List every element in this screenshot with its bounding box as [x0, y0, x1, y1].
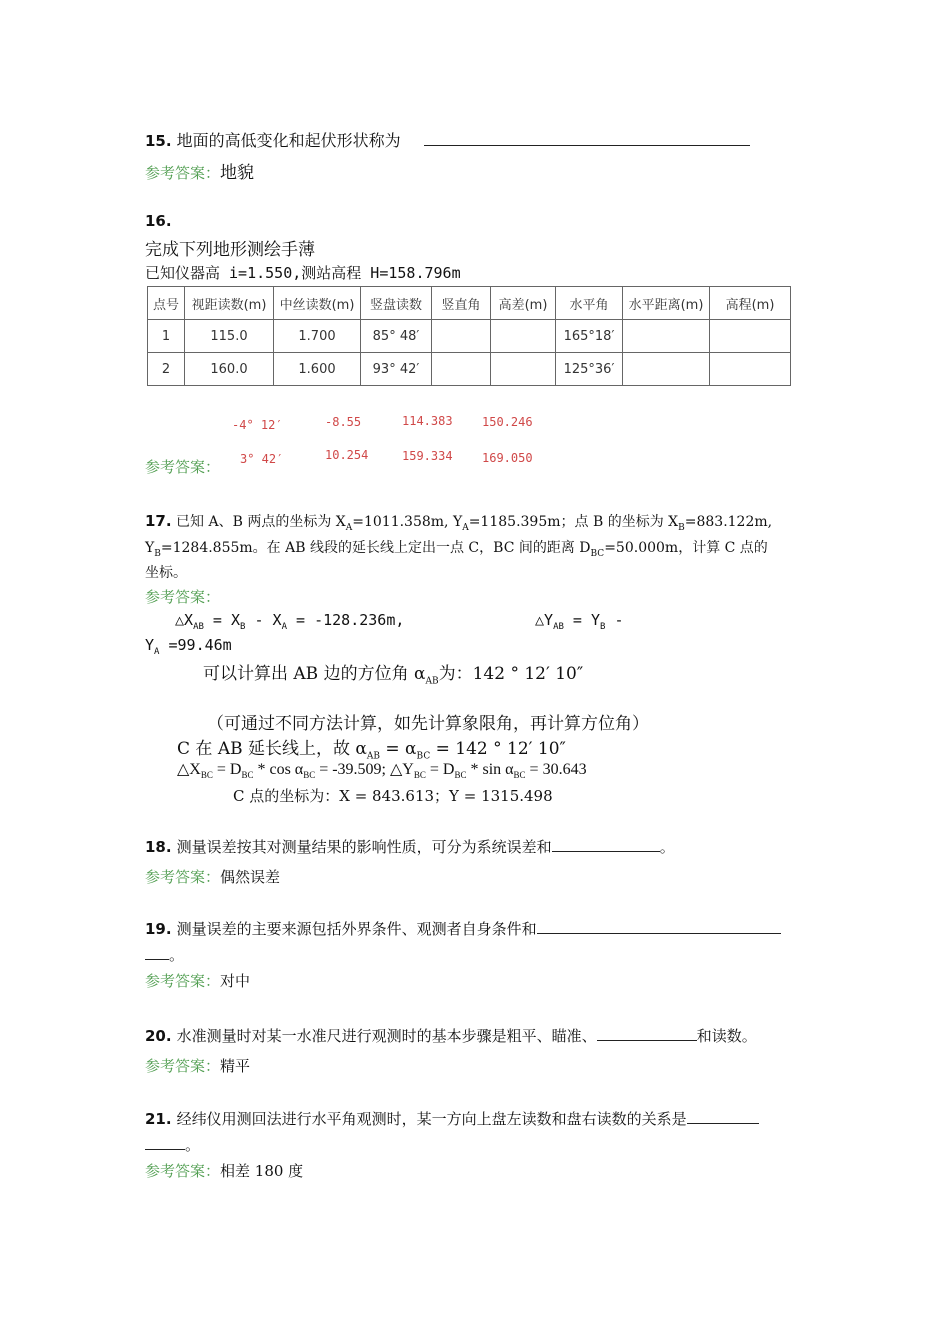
- answer-distance-1: 114.383: [402, 414, 453, 428]
- answer-elevation-2: 169.050: [482, 451, 533, 465]
- question-number: 18.: [145, 838, 172, 856]
- table-cell: [491, 320, 556, 353]
- answer-19: [145, 970, 250, 991]
- survey-table: [147, 286, 791, 386]
- subscript: B: [154, 548, 161, 559]
- table-cell: [432, 353, 491, 386]
- table-cell: 1.600: [274, 353, 361, 386]
- question-19-cont: 。: [145, 944, 184, 965]
- question-text: =883.122m,: [684, 514, 773, 530]
- answer-elevation-1: 150.246: [482, 415, 533, 429]
- table-cell: 1.700: [274, 320, 361, 353]
- answer-17-line1-right: $\triangle Y_{AB} = Y_B$ -: [535, 611, 624, 632]
- table-cell: [432, 320, 491, 353]
- question-text: =1185.395m；点 B 的坐标为 X: [468, 514, 679, 530]
- question-text: 水准测量时对某一水准尺进行观测时的基本步骤是粗平、瞄准、: [176, 1027, 597, 1045]
- answer-blank: [687, 1109, 759, 1124]
- question-17-line2: [145, 537, 768, 559]
- answer-blank: [552, 837, 660, 852]
- answer-17-line4: （可通过不同方法计算，如先计算象限角，再计算方位角）: [207, 714, 649, 734]
- table-cell: 160.0: [185, 353, 274, 386]
- table-cell: 2: [148, 353, 185, 386]
- answer-17-line3: 可以计算出 AB 边的方位角 $\alpha_{AB}$为：142 ° 12′ 10″: [203, 664, 584, 687]
- answer-label: 参考答案：: [145, 1162, 221, 1180]
- answer-17-line2: $Y_A =99.46m$: [145, 636, 232, 657]
- answer-text: 对中: [220, 972, 251, 990]
- answer-18: [145, 866, 280, 887]
- question-21: [145, 1108, 759, 1129]
- question-number: 15.: [145, 132, 172, 150]
- answer-label: 参考答案：: [145, 868, 221, 886]
- answer-height-diff-1: -8.55: [325, 415, 362, 429]
- answer-text: 精平: [220, 1057, 251, 1075]
- answer-17-line6: $\triangle X_{BC} = D_{BC} * \cos \alpha_{BC} = -39.509$; $\triangle Y_{BC} = D_{BC} * \sin \alpha_{BC} = 30.643$: [177, 761, 587, 781]
- table-cell: [623, 320, 710, 353]
- answer-vertical-angle-1: -4° 12′: [232, 418, 283, 432]
- answer-blank: [597, 1026, 697, 1041]
- question-17-line1: [145, 511, 772, 533]
- table-cell: 125°36′: [556, 353, 623, 386]
- header-cell: 点号: [148, 287, 185, 320]
- table-cell: 165°18′: [556, 320, 623, 353]
- answer-label: 参考答案：: [145, 972, 221, 990]
- question-number: 20.: [145, 1027, 172, 1045]
- table-cell: 1: [148, 320, 185, 353]
- question-text: =50.000m，计算 C 点的: [604, 540, 768, 556]
- question-text: =1011.358m, Y: [352, 514, 463, 530]
- answer-17-line1: $\triangle X_{AB} = X_B - X_A = -128.236m$,: [175, 611, 405, 632]
- answer-blank: [145, 945, 169, 960]
- answer-distance-2: 159.334: [402, 449, 453, 463]
- header-cell: 中丝读数(m): [274, 287, 361, 320]
- question-number: 21.: [145, 1110, 172, 1128]
- header-cell: 水平距离(m): [623, 287, 710, 320]
- header-cell: 高差(m): [491, 287, 556, 320]
- question-16-title: 完成下列地形测绘手薄: [145, 240, 315, 260]
- question-15: [145, 128, 750, 151]
- question-text: 地面的高低变化和起伏形状称为: [176, 131, 401, 150]
- table-cell: 93° 42′: [361, 353, 432, 386]
- answer-text: 偶然误差: [220, 868, 281, 886]
- table-header-row: [148, 287, 791, 320]
- question-16-given: 已知仪器高 i=1.550,测站高程 H=158.796m: [145, 264, 461, 282]
- answer-label: 参考答案：: [145, 588, 221, 606]
- question-text: =1284.855m。在 AB 线段的延长线上定出一点 C，BC 间的距离 D: [160, 540, 591, 556]
- question-text: 测量误差按其对测量结果的影响性质，可分为系统误差和: [176, 838, 552, 856]
- answer-17-line7: C 点的坐标为：X = 843.613；Y = 1315.498: [233, 787, 553, 805]
- table-cell: [623, 353, 710, 386]
- answer-blank: [424, 131, 750, 146]
- question-number: 19.: [145, 920, 172, 938]
- table-cell: 115.0: [185, 320, 274, 353]
- question-18: 18. 测量误差按其对测量结果的影响性质，可分为系统误差和 。: [145, 838, 675, 856]
- question-text: Y: [145, 540, 155, 556]
- question-text: 已知 A、B 两点的坐标为 X: [176, 514, 346, 530]
- answer-15: [145, 158, 254, 183]
- table-cell: [710, 353, 791, 386]
- table-cell: [710, 320, 791, 353]
- question-16-number: 16.: [145, 212, 172, 230]
- question-text: 测量误差的主要来源包括外界条件、观测者自身条件和: [176, 920, 537, 938]
- answer-20: [145, 1055, 250, 1076]
- header-cell: 竖直角: [432, 287, 491, 320]
- answer-blank: [537, 919, 781, 934]
- subscript: A: [345, 522, 353, 533]
- answer-height-diff-2: 10.254: [325, 448, 369, 462]
- question-19: [145, 918, 781, 939]
- question-20: 20. 水准测量时对某一水准尺进行观测时的基本步骤是粗平、瞄准、 和读数。: [145, 1027, 757, 1045]
- table-row: [148, 320, 791, 353]
- subscript: B: [678, 522, 685, 533]
- subscript: BC: [590, 548, 605, 559]
- header-cell: 水平角: [556, 287, 623, 320]
- question-17-line3: 坐标。: [145, 565, 187, 581]
- question-21-cont: 。: [145, 1134, 200, 1155]
- question-number: 17.: [145, 512, 172, 530]
- question-text: 经纬仪用测回法进行水平角观测时，某一方向上盘左读数和盘右读数的关系是: [176, 1110, 687, 1128]
- header-cell: 竖盘读数: [361, 287, 432, 320]
- answer-17-line5: C 在 AB 延长线上，故 $\alpha_{AB} = \alpha_{BC} = 142$ ° 12′ 10″: [177, 739, 566, 762]
- answer-blank: [145, 1135, 185, 1150]
- answer-label: 参考答案：: [145, 458, 221, 476]
- subscript: A: [462, 522, 469, 533]
- answer-text: 地貌: [220, 163, 255, 183]
- table-cell: [491, 353, 556, 386]
- answer-label: 参考答案：: [145, 1057, 221, 1075]
- answer-text: 相差 180 度: [220, 1162, 304, 1180]
- answer-21: [145, 1160, 303, 1181]
- answer-label: 参考答案：: [145, 164, 221, 182]
- answer-vertical-angle-2: 3° 42′: [240, 452, 284, 466]
- table-row: [148, 353, 791, 386]
- table-cell: 85° 48′: [361, 320, 432, 353]
- header-cell: 视距读数(m): [185, 287, 274, 320]
- header-cell: 高程(m): [710, 287, 791, 320]
